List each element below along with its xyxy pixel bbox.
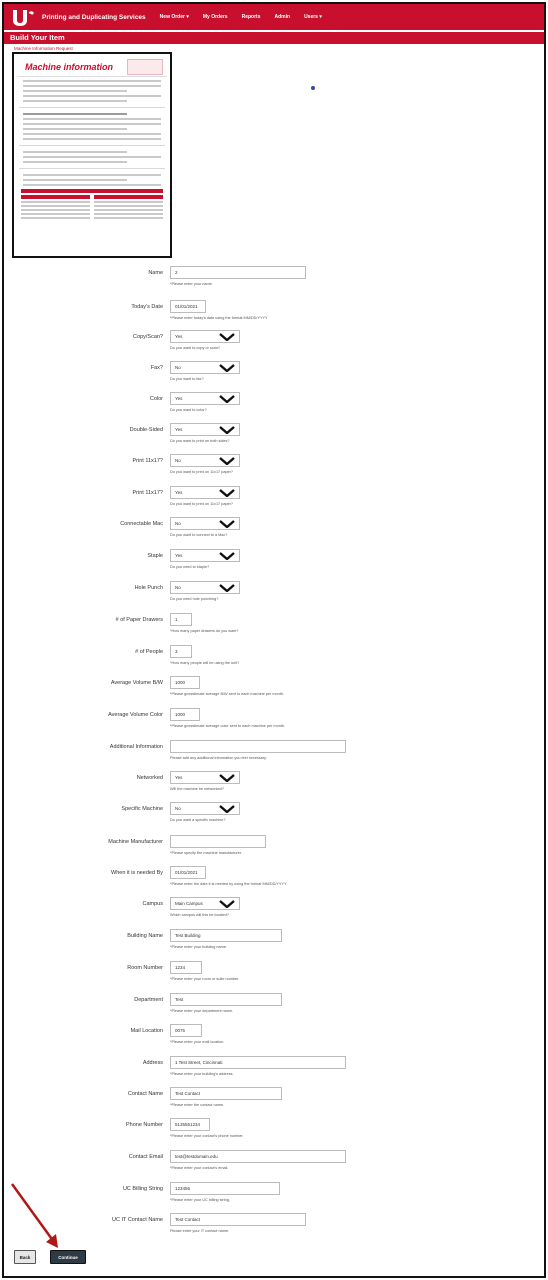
field-help-text: *Please enter your building name. bbox=[170, 945, 227, 949]
chevron-down-icon[interactable] bbox=[219, 457, 235, 465]
field-help-text: Do you want to copy or scan? bbox=[170, 346, 221, 350]
form-row-mail-location bbox=[0, 1024, 548, 1054]
preview-logo bbox=[127, 59, 163, 75]
form-row-building-name bbox=[0, 929, 548, 959]
field-label: Additional Information bbox=[109, 744, 163, 750]
field-label: Copy/Scan? bbox=[133, 334, 163, 340]
name-input[interactable]: 2 bbox=[170, 266, 306, 279]
form-row-department bbox=[0, 993, 548, 1023]
field-label: Average Volume Color bbox=[108, 712, 163, 718]
field-help-text: *Please guesstimate average B/W sent to each machine per month. bbox=[170, 692, 284, 696]
chevron-down-icon[interactable] bbox=[219, 552, 235, 560]
field-help-text: *How many paper drawers do you want? bbox=[170, 629, 239, 633]
form-subtitle[interactable]: Machine Information Request bbox=[14, 46, 73, 51]
uc-billing-string-input[interactable]: 123456 bbox=[170, 1182, 280, 1195]
form-row-uc-it-contact-name bbox=[0, 1213, 548, 1243]
select-value: Yes bbox=[175, 490, 183, 495]
contact-name-input[interactable]: Test Contact bbox=[170, 1087, 282, 1100]
average-volume-color-input[interactable]: 1000 bbox=[170, 708, 200, 721]
additional-information-input[interactable] bbox=[170, 740, 346, 753]
field-label: When it is needed By bbox=[111, 870, 163, 876]
blue-dot-marker bbox=[311, 86, 315, 90]
form-row-machine-manufacturer bbox=[0, 835, 548, 865]
field-help-text: *Please enter the contact name. bbox=[170, 1103, 225, 1107]
product-preview-image bbox=[12, 52, 172, 258]
networked-select[interactable] bbox=[170, 771, 240, 784]
field-help-text: *Please specify the machine manufacturer. bbox=[170, 851, 242, 855]
field-help-text: *Please enter your mail location. bbox=[170, 1040, 225, 1044]
field-help-text: Will the machine be networked? bbox=[170, 787, 224, 791]
select-value: Main Campus bbox=[175, 901, 203, 906]
field-help-text: *Please enter your name. bbox=[170, 282, 213, 286]
top-nav-bar bbox=[4, 4, 544, 30]
field-label: Networked bbox=[136, 775, 163, 781]
field-label: Department bbox=[134, 997, 163, 1003]
field-label: Average Volume B/W bbox=[110, 680, 163, 686]
field-help-text: Do you want to print on both sides? bbox=[170, 439, 230, 443]
uc-logo-icon[interactable] bbox=[10, 6, 36, 28]
field-label: Machine Manufacturer bbox=[108, 839, 163, 845]
field-label: Phone Number bbox=[126, 1122, 163, 1128]
nav-users[interactable]: Users ▾ bbox=[304, 14, 322, 20]
field-label: # of Paper Drawers bbox=[115, 617, 163, 623]
specific-machine-select[interactable] bbox=[170, 802, 240, 815]
field-help-text: Please enter your IT contact name. bbox=[170, 1229, 230, 1233]
red-arrow-annotation-icon bbox=[10, 1182, 70, 1252]
chevron-down-icon[interactable] bbox=[219, 395, 235, 403]
form-row-of-paper-drawers bbox=[0, 613, 548, 643]
field-help-text: Do you want to print on 11x17 paper? bbox=[170, 470, 234, 474]
form-row-uc-billing-string bbox=[0, 1182, 548, 1212]
field-help-text: *Please enter your contact's phone number. bbox=[170, 1134, 244, 1138]
print-11x17-select[interactable] bbox=[170, 454, 240, 467]
field-label: Today's Date bbox=[131, 304, 163, 310]
address-input[interactable]: 1 Test Street, Cincinnati bbox=[170, 1056, 346, 1069]
field-help-text: *How many people will be using the unit? bbox=[170, 661, 240, 665]
field-label: # of People bbox=[135, 649, 163, 655]
field-label: Name bbox=[148, 270, 163, 276]
form-row-specific-machine bbox=[0, 802, 548, 832]
print-11x17-select[interactable] bbox=[170, 486, 240, 499]
mail-location-input[interactable]: 0075 bbox=[170, 1024, 202, 1037]
field-label: Room Number bbox=[127, 965, 163, 971]
chevron-down-icon[interactable] bbox=[219, 364, 235, 372]
field-label: Double-Sided bbox=[129, 427, 163, 433]
chevron-down-icon[interactable] bbox=[219, 900, 235, 908]
form-row-campus bbox=[0, 897, 548, 927]
double-sided-select[interactable] bbox=[170, 423, 240, 436]
building-name-input[interactable]: Test Building bbox=[170, 929, 282, 942]
today-s-date-input[interactable]: 01/01/2021 bbox=[170, 300, 206, 313]
select-value: No bbox=[175, 365, 181, 370]
select-value: Yes bbox=[175, 775, 183, 780]
field-help-text: *Please enter your department name. bbox=[170, 1009, 234, 1013]
field-label: Print 11x17? bbox=[132, 490, 163, 496]
connectable-mac-select[interactable] bbox=[170, 517, 240, 530]
form-row-today-s-date bbox=[0, 300, 548, 330]
chevron-down-icon[interactable] bbox=[219, 426, 235, 434]
field-label: Hole Punch bbox=[134, 585, 163, 591]
form-row-average-volume-b-w bbox=[0, 676, 548, 706]
field-label: UC IT Contact Name bbox=[112, 1217, 163, 1223]
copy-scan-select[interactable] bbox=[170, 330, 240, 343]
form-row-staple bbox=[0, 549, 548, 579]
preview-header bbox=[17, 57, 167, 77]
form-row-copy-scan bbox=[0, 330, 548, 360]
select-value: Yes bbox=[175, 396, 183, 401]
nav-admin[interactable]: Admin bbox=[274, 14, 291, 20]
field-label: Address bbox=[142, 1060, 163, 1066]
uc-it-contact-name-input[interactable]: Test Contact bbox=[170, 1213, 306, 1226]
form-row-color bbox=[0, 392, 548, 422]
average-volume-b-w-input[interactable]: 1000 bbox=[170, 676, 200, 689]
when-it-is-needed-by-input[interactable]: 01/01/2021 bbox=[170, 866, 206, 879]
select-value: No bbox=[175, 585, 181, 590]
form-row-additional-information bbox=[0, 740, 548, 770]
form-row-networked bbox=[0, 771, 548, 801]
form-row-address bbox=[0, 1056, 548, 1086]
field-label: Color bbox=[149, 396, 163, 402]
chevron-down-icon[interactable] bbox=[219, 520, 235, 528]
field-label: Building Name bbox=[127, 933, 163, 939]
color-select[interactable] bbox=[170, 392, 240, 405]
field-label: Specific Machine bbox=[121, 806, 163, 812]
form-row-contact-email bbox=[0, 1150, 548, 1180]
form-row-hole-punch bbox=[0, 581, 548, 611]
form-row-average-volume-color bbox=[0, 708, 548, 738]
field-help-text: *Please guesstimate average color sent to each machine per month. bbox=[170, 724, 286, 728]
select-value: Yes bbox=[175, 334, 183, 339]
field-help-text: Do you want to color? bbox=[170, 408, 207, 412]
field-help-text: Do you need hole punching? bbox=[170, 597, 219, 601]
field-help-text: Please add any additional information you feel necessary. bbox=[170, 756, 267, 760]
brand-title[interactable]: Printing and Duplicating Services bbox=[42, 13, 146, 21]
fax-select[interactable] bbox=[170, 361, 240, 374]
field-help-text: *Please enter your contact's email. bbox=[170, 1166, 229, 1170]
chevron-down-icon[interactable] bbox=[219, 805, 235, 813]
field-label: UC Billing String bbox=[122, 1186, 163, 1192]
preview-title: Machine information bbox=[25, 62, 114, 72]
form-row-double-sided bbox=[0, 423, 548, 453]
page-title: Build Your Item bbox=[10, 33, 65, 42]
phone-number-input[interactable]: 5135551234 bbox=[170, 1118, 210, 1131]
of-people-input[interactable]: 3 bbox=[170, 645, 192, 658]
department-input[interactable]: Test bbox=[170, 993, 282, 1006]
select-value: No bbox=[175, 521, 181, 526]
select-value: No bbox=[175, 458, 181, 463]
field-help-text: *Please enter your UC billing string. bbox=[170, 1198, 230, 1202]
field-label: Contact Name bbox=[127, 1091, 163, 1097]
select-value: No bbox=[175, 806, 181, 811]
form-row-name bbox=[0, 266, 548, 296]
select-value: Yes bbox=[175, 427, 183, 432]
form-row-print-11x17 bbox=[0, 486, 548, 516]
form-row-when-it-is-needed-by bbox=[0, 866, 548, 896]
chevron-down-icon[interactable] bbox=[219, 774, 235, 782]
field-help-text: *Please enter your building's address. bbox=[170, 1072, 234, 1076]
form-row-fax bbox=[0, 361, 548, 391]
field-label: Print 11x17? bbox=[132, 458, 163, 464]
back-button[interactable]: Back bbox=[14, 1250, 36, 1264]
field-help-text: Do you want to fax? bbox=[170, 377, 204, 381]
campus-select[interactable] bbox=[170, 897, 240, 910]
field-help-text: *Please enter the date it is needed by using the format MM/DD/YYYY bbox=[170, 882, 287, 886]
form-row-contact-name bbox=[0, 1087, 548, 1117]
nav-new-order[interactable]: New Order ▾ bbox=[159, 14, 189, 20]
field-help-text: Do you want a specific machine? bbox=[170, 818, 226, 822]
room-number-input[interactable]: 1234 bbox=[170, 961, 202, 974]
page-title-bar bbox=[4, 32, 544, 44]
form-row-phone-number bbox=[0, 1118, 548, 1148]
field-help-text: *Please enter your room or suite number. bbox=[170, 977, 240, 981]
field-label: Contact Email bbox=[128, 1154, 163, 1160]
form-row-room-number bbox=[0, 961, 548, 991]
field-help-text: Do you want to print on 11x17 paper? bbox=[170, 502, 234, 506]
hole-punch-select[interactable] bbox=[170, 581, 240, 594]
chevron-down-icon[interactable] bbox=[219, 584, 235, 592]
staple-select[interactable] bbox=[170, 549, 240, 562]
chevron-down-icon[interactable] bbox=[219, 489, 235, 497]
chevron-down-icon[interactable] bbox=[219, 333, 235, 341]
select-value: Yes bbox=[175, 553, 183, 558]
field-help-text: Do you want to connect to a Mac? bbox=[170, 533, 228, 537]
field-help-text: Do you need to staple? bbox=[170, 565, 210, 569]
field-label: Staple bbox=[147, 553, 163, 559]
form-row-print-11x17 bbox=[0, 454, 548, 484]
field-label: Mail Location bbox=[130, 1028, 163, 1034]
machine-manufacturer-input[interactable] bbox=[170, 835, 266, 848]
field-label: Connectable Mac bbox=[120, 521, 163, 527]
field-label: Fax? bbox=[150, 365, 163, 371]
of-paper-drawers-input[interactable]: 1 bbox=[170, 613, 192, 626]
form-row-connectable-mac bbox=[0, 517, 548, 547]
contact-email-input[interactable]: test@testdomain.edu bbox=[170, 1150, 346, 1163]
nav-reports[interactable]: Reports bbox=[241, 14, 261, 20]
field-help-text: *Please enter today's date using the format MM/DD/YYYY bbox=[170, 316, 268, 320]
form-row-of-people bbox=[0, 645, 548, 675]
main-nav bbox=[160, 14, 322, 20]
continue-button[interactable]: Continue bbox=[50, 1250, 86, 1264]
field-label: Campus bbox=[142, 901, 163, 907]
field-help-text: Which campus will this be located? bbox=[170, 913, 229, 917]
nav-my-orders[interactable]: My Orders bbox=[202, 14, 228, 20]
